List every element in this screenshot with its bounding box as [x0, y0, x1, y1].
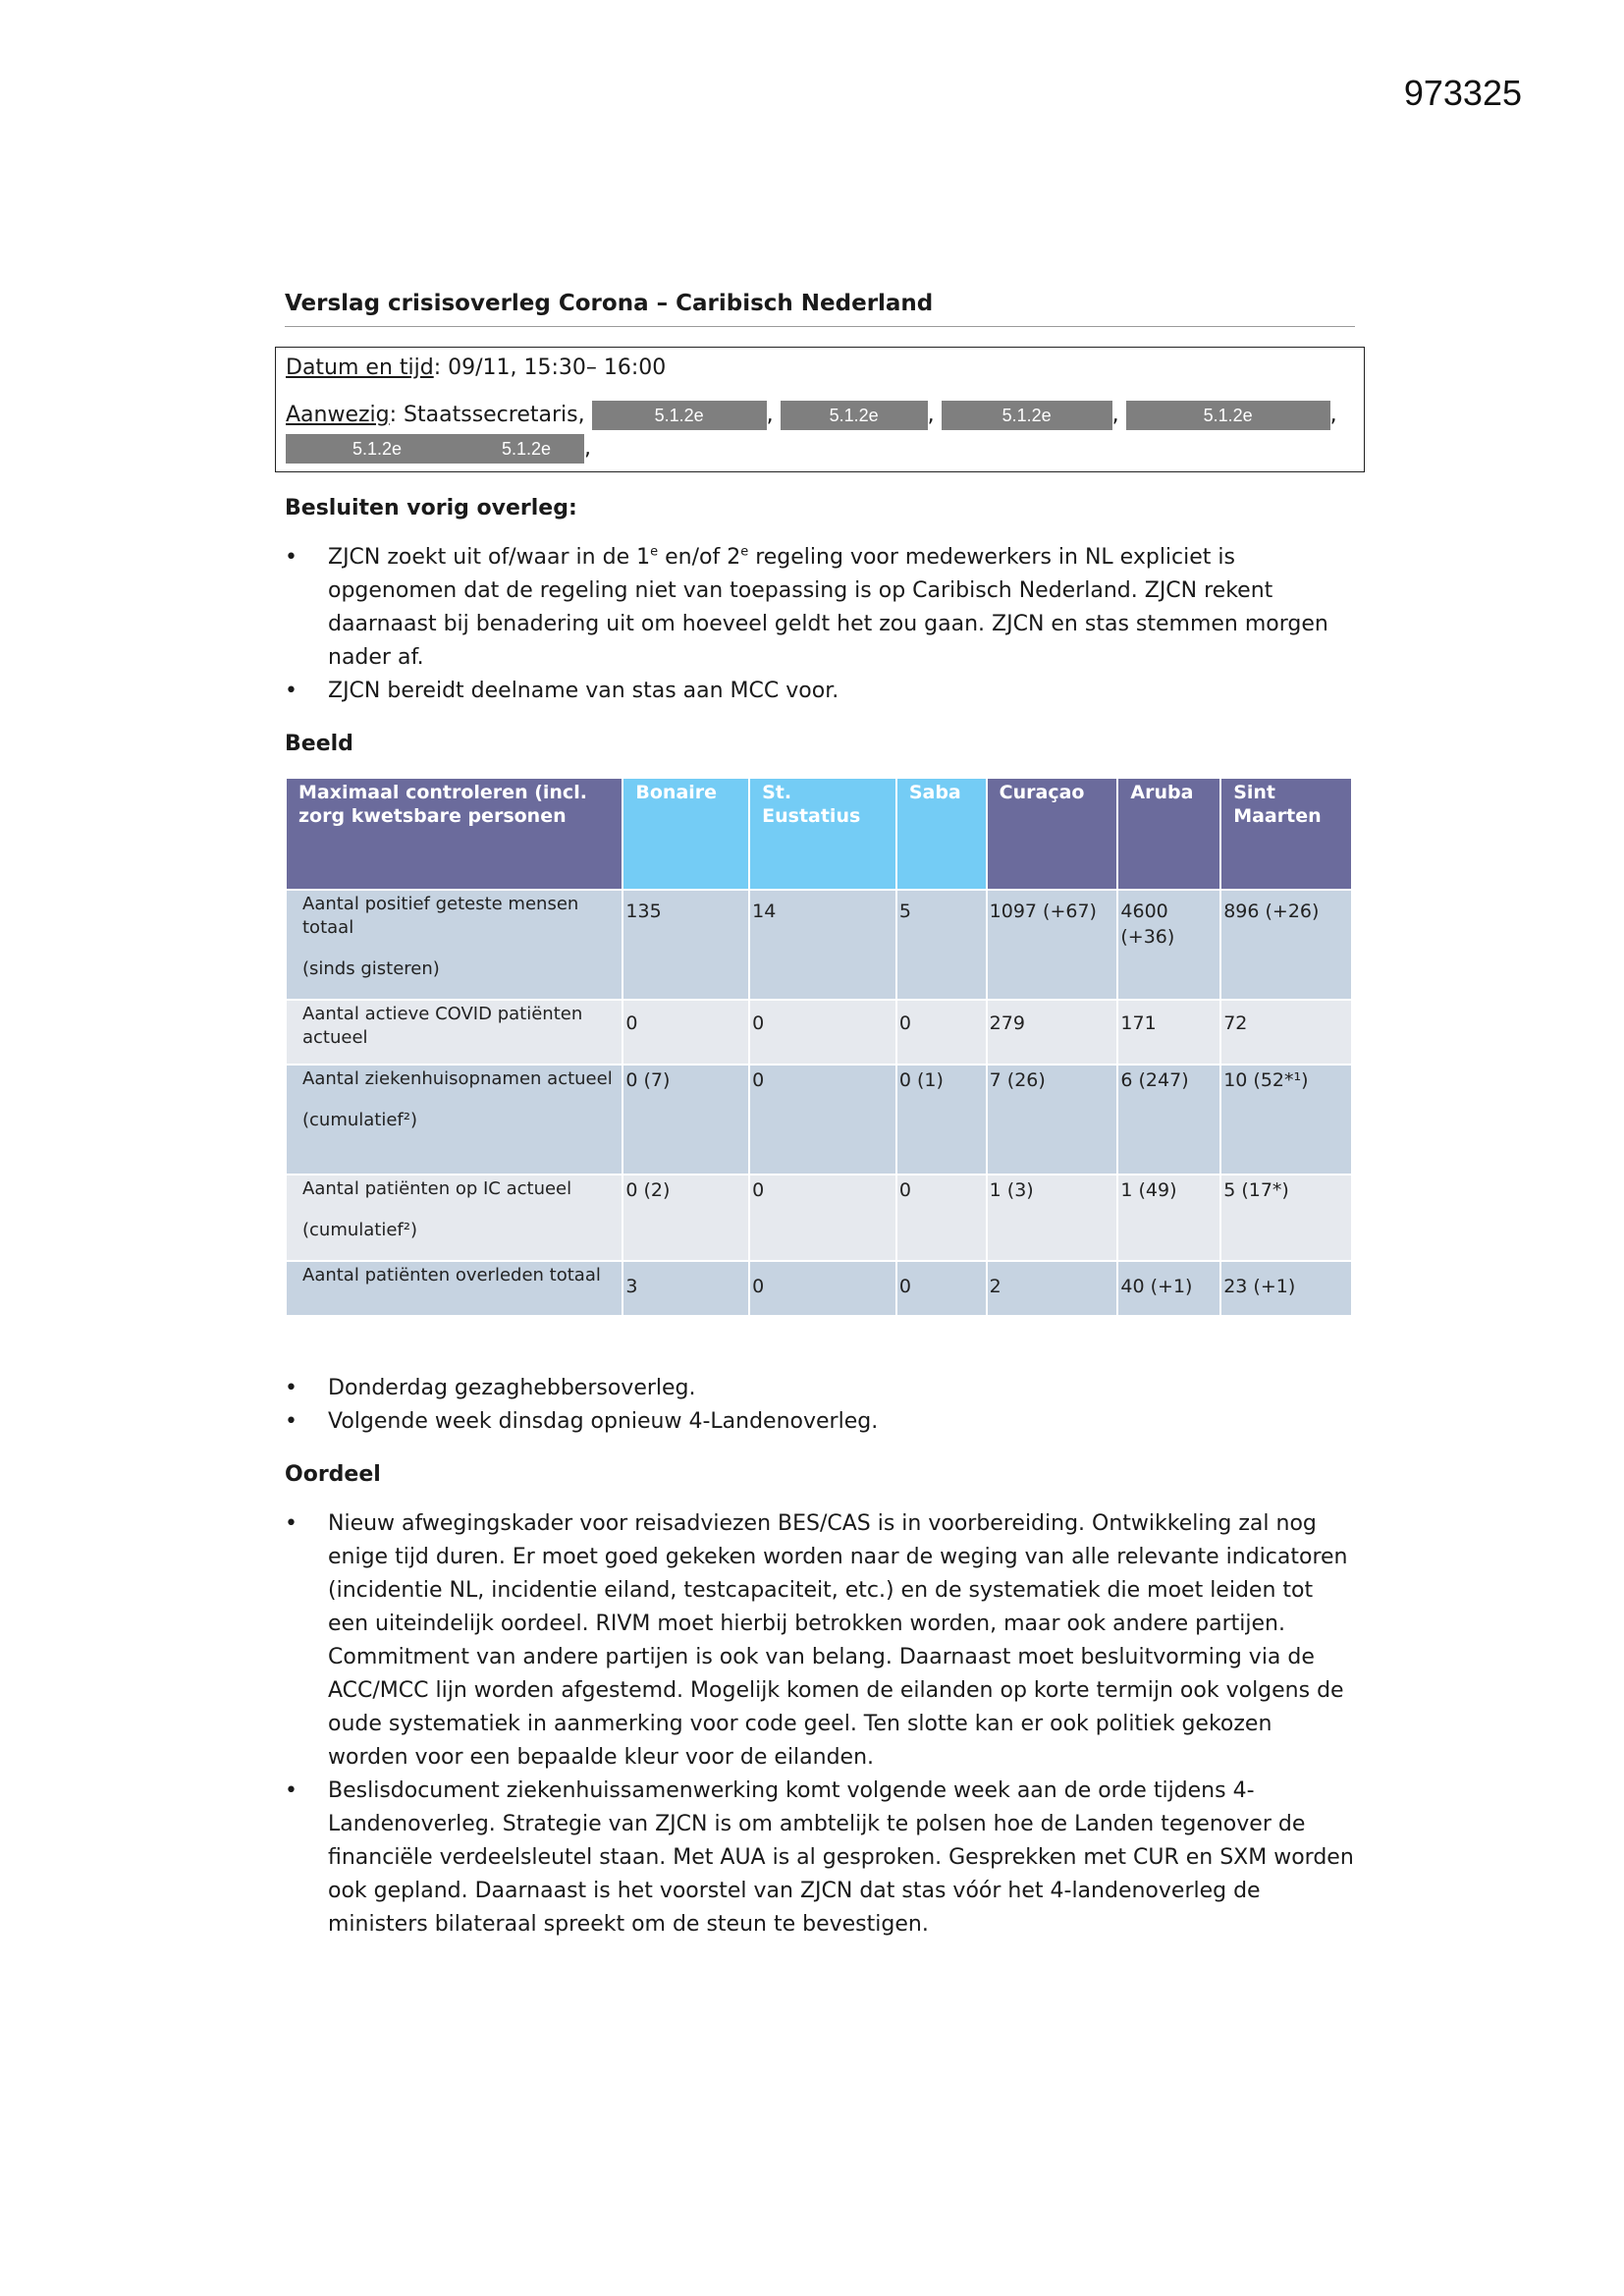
report-body: [285, 287, 1355, 1941]
header-st-eustatius: St. Eustatius: [749, 778, 896, 890]
table-cell: 896 (+26): [1220, 890, 1352, 1000]
meeting-date-line: [286, 352, 1354, 385]
corona-figures-table: [285, 777, 1353, 1317]
beeld-notes-list: [285, 1372, 1355, 1439]
table-cell: 3: [623, 1261, 749, 1316]
redacted-name: 5.1.2e: [286, 434, 468, 464]
list-item: • Donderdag gezaghebbersoverleg.: [285, 1372, 1355, 1405]
table-cell: 0: [896, 1000, 987, 1065]
table-cell: 0 (7): [623, 1065, 749, 1175]
row-label: [286, 1175, 623, 1261]
table-cell: 0: [749, 1000, 896, 1065]
row-sublabel: (cumulatief²): [302, 1220, 418, 1240]
table-cell: 0: [749, 1261, 896, 1316]
row-label: [286, 1065, 623, 1175]
oordeel-heading: Oordeel: [285, 1462, 381, 1487]
table-cell: 5: [896, 890, 987, 1000]
table-cell: 0: [896, 1175, 987, 1261]
table-cell: 0: [749, 1175, 896, 1261]
table-cell: 5 (17*): [1220, 1175, 1352, 1261]
table-cell: 1 (3): [987, 1175, 1118, 1261]
besluiten-list: [285, 541, 1355, 708]
table-cell: 135: [623, 890, 749, 1000]
table-cell: 2: [987, 1261, 1118, 1316]
table-cell: 0: [749, 1065, 896, 1175]
table-cell: 1 (49): [1117, 1175, 1220, 1261]
table-cell: 6 (247): [1117, 1065, 1220, 1175]
table-row: [286, 1065, 1352, 1175]
row-label-text: Aantal patiënten op IC actueel: [302, 1178, 572, 1199]
beeld-heading: Beeld: [285, 732, 353, 756]
list-item: • ZJCN zoekt uit of/waar in de 1e en/of 2e regeling voor medewerkers in NL expliciet is opgenomen dat de regeling niet van toepassing is op Caribisch Nederland. ZJCN rekent daarnaast bij benadering uit om hoeveel geldt het zou gaan. ZJCN en stas stemmen morgen nader af.: [285, 541, 1355, 675]
header-saba: Saba: [896, 778, 987, 890]
table-cell: 72: [1220, 1000, 1352, 1065]
row-label-text: Aantal ziekenhuisopnamen actueel: [302, 1068, 613, 1089]
row-label: [286, 1000, 623, 1065]
datum-value: : 09/11, 15:30– 16:00: [433, 355, 667, 380]
table-cell: 171: [1117, 1000, 1220, 1065]
attendees-line: Aanwezig: Staatssecretaris, 5.1.2e , 5.1.2e , 5.1.2e , 5.1.2e , 5.1.2e 5.1.2e ,: [286, 399, 1354, 465]
row-sublabel: (sinds gisteren): [302, 958, 440, 979]
row-label: [286, 1261, 623, 1316]
table-row: [286, 1175, 1352, 1261]
document-number: 973325: [1403, 73, 1522, 113]
table-cell: 0: [896, 1261, 987, 1316]
table-cell: 4600 (+36): [1117, 890, 1220, 1000]
table-cell: 14: [749, 890, 896, 1000]
redacted-name: 5.1.2e: [781, 401, 928, 430]
header-aruba: Aruba: [1117, 778, 1220, 890]
table-cell: 40 (+1): [1117, 1261, 1220, 1316]
header-bonaire: Bonaire: [623, 778, 749, 890]
table-cell: 0 (1): [896, 1065, 987, 1175]
list-item: • Nieuw afwegingskader voor reisadviezen BES/CAS is in voorbereiding. Ontwikkeling zal nog enige tijd duren. Er moet goed gekeken worden naar de weging van alle relevante indicatoren (incidentie NL, incidentie eiland, testcapaciteit, etc.) en de systematiek die moet leiden tot een uiteindelijk oordeel. RIVM moet hierbij betrokken worden, maar ook andere partijen. Commitment van andere partijen is ook van belang. Daarnaast moet besluitvorming via de ACC/MCC lijn worden afgestemd. Mogelijk komen de eilanden op korte termijn ook volgens de oude systematiek in aanmerking voor code geel. Ten slotte kan er ook politiek gekozen worden voor een bepaalde kleur voor de eilanden.: [285, 1507, 1355, 1775]
table-row: [286, 1000, 1352, 1065]
row-label-text: Aantal positief geteste mensen totaal: [302, 894, 579, 938]
table-cell: 1097 (+67): [987, 890, 1118, 1000]
row-sublabel: (cumulatief²): [302, 1110, 418, 1130]
table-cell: 0 (2): [623, 1175, 749, 1261]
list-item: • Beslisdocument ziekenhuissamenwerking komt volgende week aan de orde tijdens 4-Landenoverleg. Strategie van ZJCN is om ambtelijk te polsen hoe de Landen tegenover de financiële verdeelsleutel staan. Met AUA is al gesproken. Gesprekken met CUR en SXM worden ook gepland. Daarnaast is het voorstel van ZJCN dat stas vóór het 4-landenoverleg de ministers bilateraal spreekt om de steun te bevestigen.: [285, 1775, 1355, 1941]
table-cell: 279: [987, 1000, 1118, 1065]
table-cell: 7 (26): [987, 1065, 1118, 1175]
redacted-name: 5.1.2e: [942, 401, 1112, 430]
table-row: [286, 1261, 1352, 1316]
aanwezig-value: : Staatssecretaris,: [389, 403, 585, 427]
header-sint-maarten: Sint Maarten: [1220, 778, 1352, 890]
table-cell: 0: [623, 1000, 749, 1065]
datum-label: Datum en tijd: [286, 355, 434, 380]
row-label-text: Aantal actieve COVID patiënten actueel: [302, 1004, 583, 1048]
redacted-name: 5.1.2e: [468, 434, 584, 464]
redacted-name: 5.1.2e: [1126, 401, 1330, 430]
aanwezig-label: Aanwezig: [286, 403, 390, 427]
table-cell: 10 (52*¹): [1220, 1065, 1352, 1175]
row-label: [286, 890, 623, 1000]
header-indicator: Maximaal controleren (incl. zorg kwetsbare personen: [286, 778, 623, 890]
oordeel-list: [285, 1507, 1355, 1941]
redacted-name: 5.1.2e: [592, 401, 767, 430]
list-item: • ZJCN bereidt deelname van stas aan MCC voor.: [285, 675, 1355, 708]
table-cell: 23 (+1): [1220, 1261, 1352, 1316]
row-label-text: Aantal patiënten overleden totaal: [302, 1265, 601, 1285]
header-curacao: Curaçao: [987, 778, 1118, 890]
table-header-row: [286, 778, 1352, 890]
list-item: • Volgende week dinsdag opnieuw 4-Landenoverleg.: [285, 1405, 1355, 1439]
besluiten-heading: Besluiten vorig overleg:: [285, 496, 577, 520]
report-title: Verslag crisisoverleg Corona – Caribisch Nederland: [285, 287, 1355, 327]
table-row: [286, 890, 1352, 1000]
meeting-info-box: [275, 347, 1365, 472]
